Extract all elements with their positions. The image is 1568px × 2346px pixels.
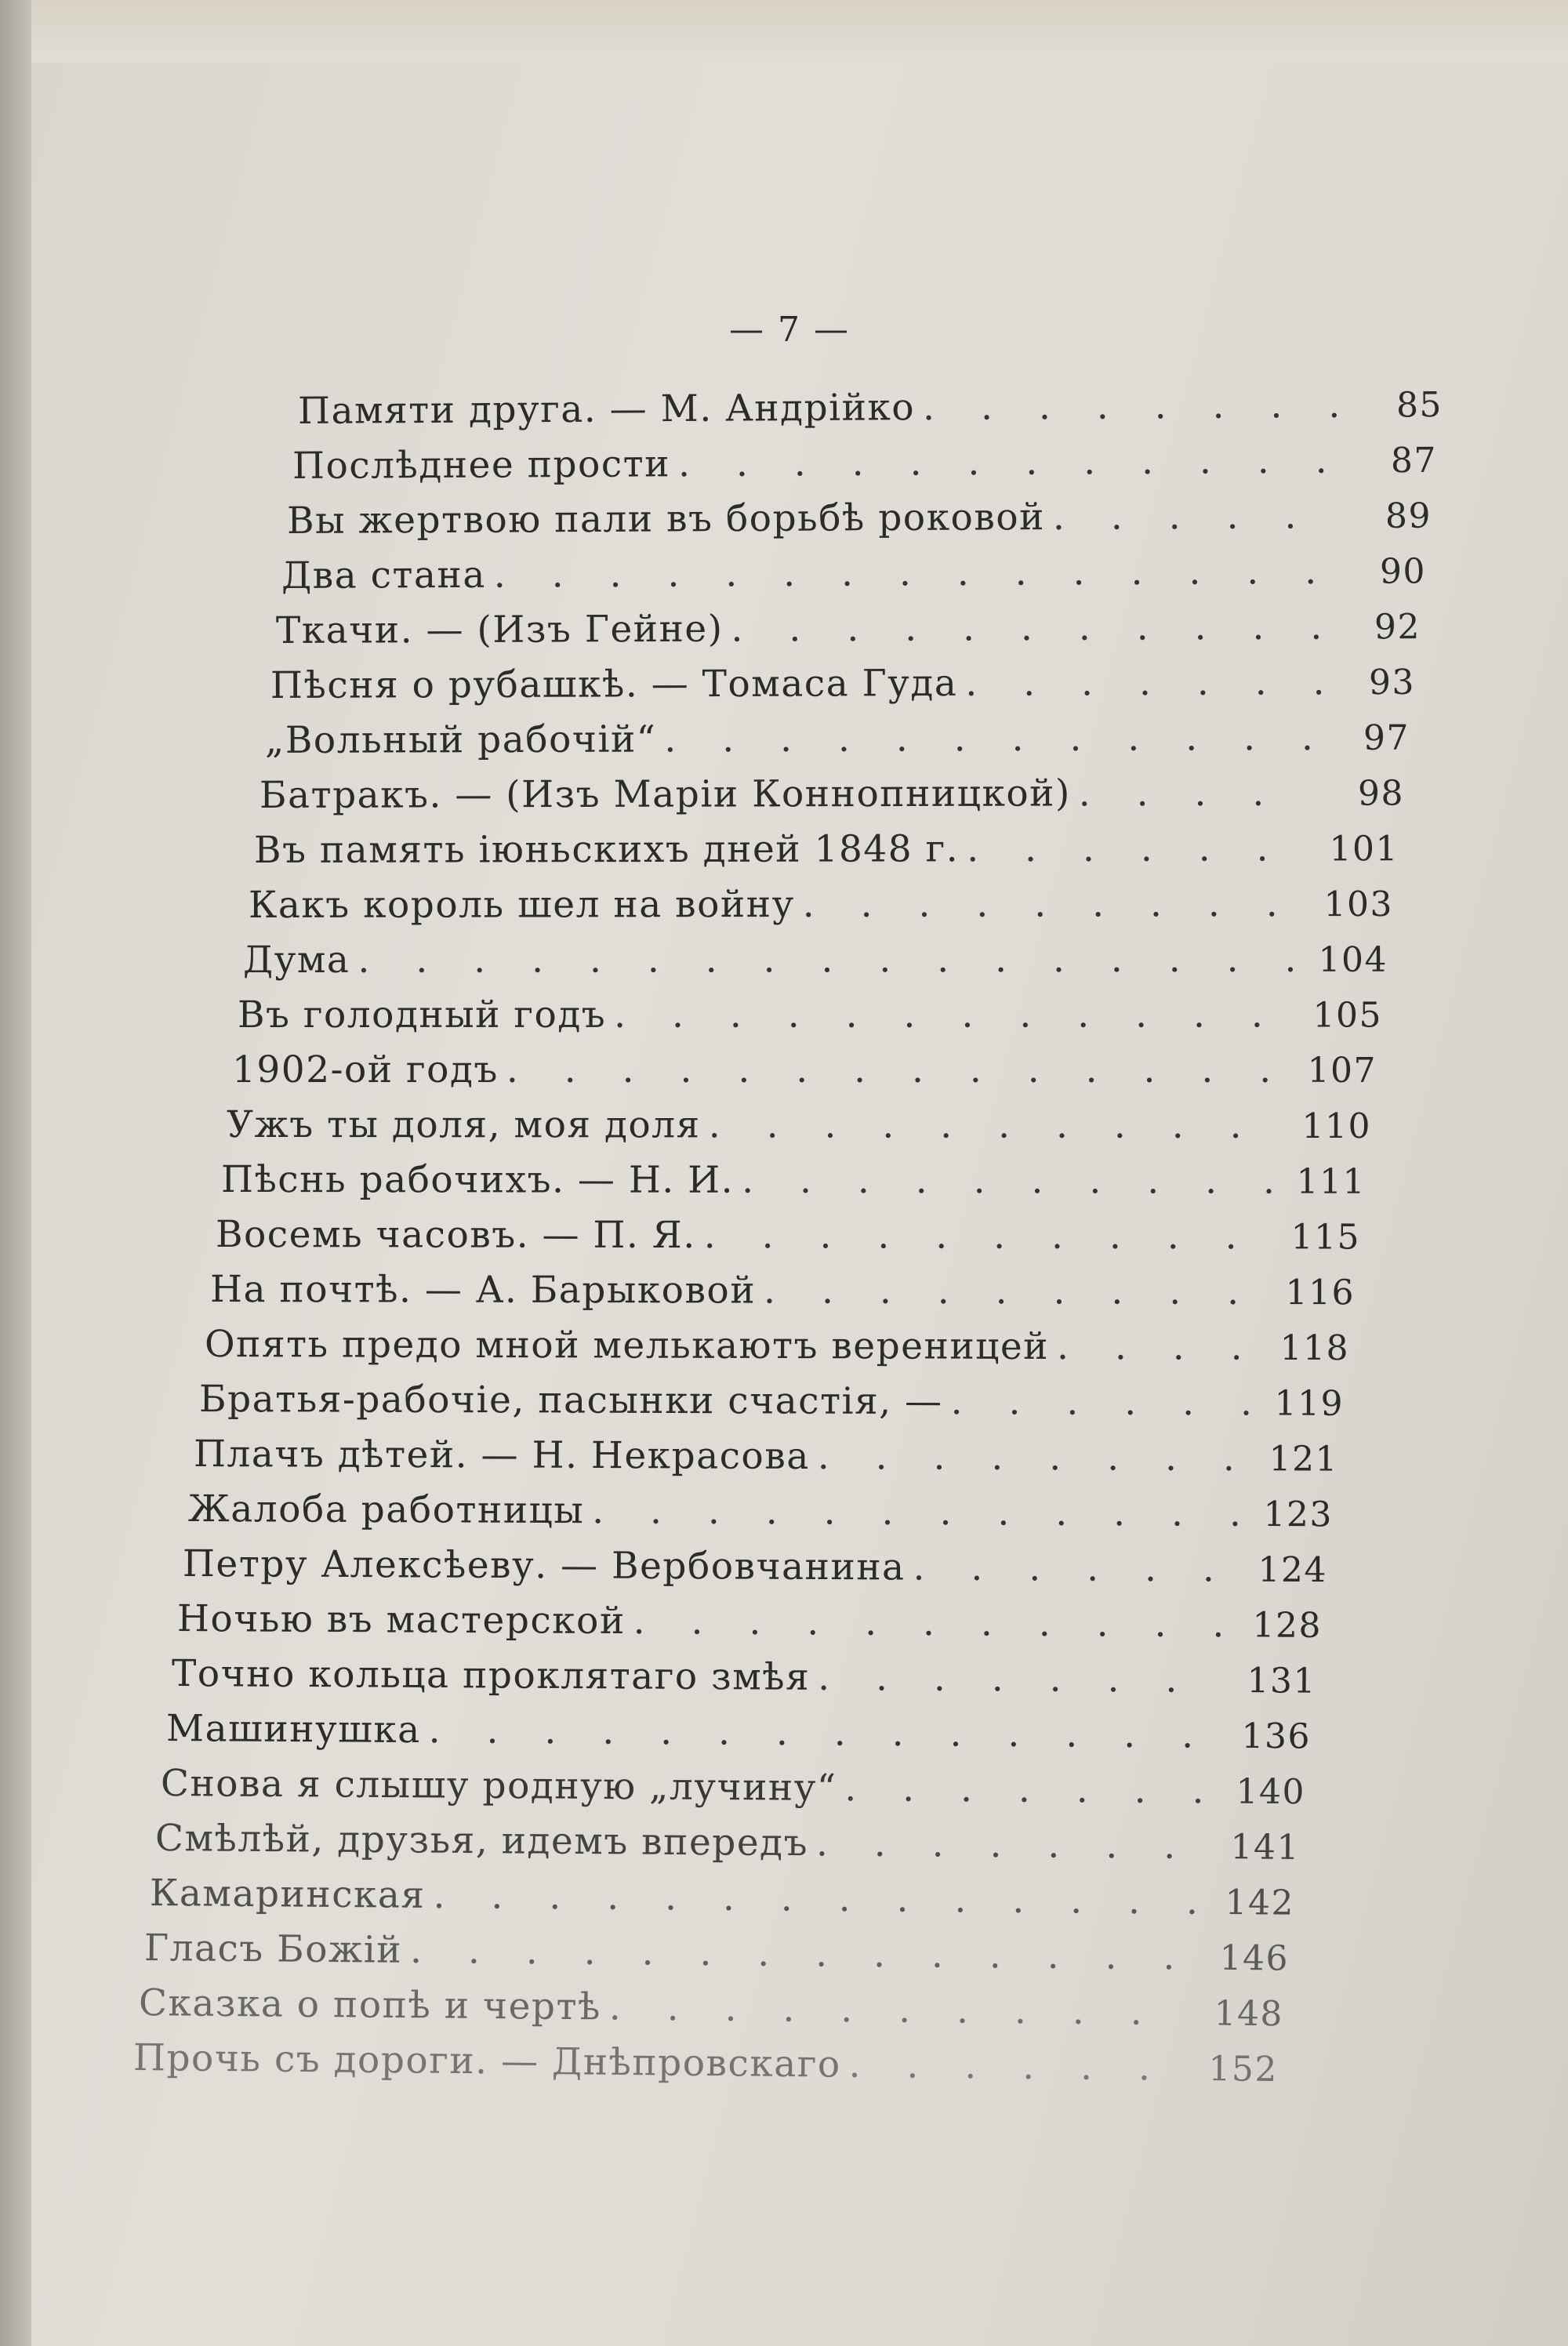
dot-leader [951, 1375, 1250, 1430]
toc-entry [265, 710, 1410, 768]
toc-entry-title: Точно кольца проклятаго змѣя [171, 1652, 811, 1699]
toc-entry [210, 1262, 1355, 1320]
dot-leader [633, 1594, 1229, 1652]
dot-leader [967, 821, 1305, 877]
toc-entry-title: Ночью въ мастерской [176, 1597, 626, 1643]
dot-leader [848, 2038, 1184, 2096]
toc-entry-title: Дума [242, 938, 350, 982]
table-of-contents [132, 384, 1443, 2090]
toc-entry-title: Вы жертвою пали въ борьбѣ роковой [286, 496, 1046, 543]
dot-leader [1057, 1320, 1255, 1375]
toc-entry [276, 599, 1421, 659]
toc-entry-title: Пѣснь рабочихъ. — Н. И. [220, 1158, 735, 1202]
toc-entry [155, 1811, 1300, 1875]
toc-entry-page: 142 [1225, 1883, 1295, 1923]
toc-entry [249, 877, 1393, 933]
toc-entry-title: „Вольный рабочій“ [264, 717, 657, 762]
toc-entry-page: 93 [1368, 662, 1416, 703]
toc-entry-page: 131 [1247, 1661, 1317, 1701]
toc-entry-page: 98 [1357, 773, 1405, 814]
toc-entry [205, 1317, 1349, 1375]
toc-entry-title: Восемь часовъ. — П. Я. [215, 1213, 696, 1258]
toc-entry-title: Два стана [281, 553, 486, 597]
toc-entry-page: 124 [1258, 1549, 1328, 1591]
dot-leader [494, 544, 1332, 603]
toc-entry-title: Пѣсня о рубашкѣ. — Томаса Гуда [270, 661, 958, 707]
toc-entry [260, 765, 1404, 823]
dot-leader [965, 655, 1321, 711]
toc-entry [199, 1372, 1344, 1431]
toc-entry-page: 105 [1312, 995, 1383, 1036]
dot-leader [709, 1098, 1277, 1153]
toc-entry [188, 1482, 1333, 1542]
toc-entry-page: 101 [1329, 829, 1399, 870]
toc-entry [292, 433, 1437, 494]
toc-entry [298, 377, 1443, 439]
toc-entry-page: 107 [1307, 1051, 1377, 1091]
toc-entry-title: Петру Алексѣеву. — Вербовчанина [182, 1542, 906, 1589]
toc-entry [161, 1756, 1305, 1819]
page-number: — 7 — [729, 310, 850, 350]
toc-entry-page: 116 [1285, 1273, 1356, 1313]
toc-entry-page: 152 [1208, 2049, 1279, 2090]
toc-entry-title: Въ память іюньскихъ дней 1848 г. [253, 827, 960, 872]
dot-leader [429, 1703, 1218, 1763]
dot-leader [742, 1153, 1272, 1209]
toc-entry-title: 1902-ой годъ [231, 1048, 499, 1092]
toc-entry-title: Памяти друга. — М. Андрійко [297, 386, 916, 433]
toc-entry [232, 1043, 1377, 1098]
toc-entry-page: 85 [1396, 385, 1443, 426]
dot-leader [614, 988, 1288, 1043]
dot-leader [803, 877, 1299, 932]
toc-entry [150, 1866, 1295, 1930]
dot-leader [731, 600, 1327, 657]
toc-entry-title: Послѣднее прости [292, 442, 671, 488]
dot-leader [506, 1043, 1283, 1098]
toc-entry [139, 1976, 1284, 2041]
toc-entry-page: 146 [1219, 1937, 1290, 1979]
toc-entry [227, 1098, 1371, 1153]
toc-entry-title: Въ голодный годъ [237, 993, 607, 1037]
toc-entry-title: Какъ король шел на войну [248, 883, 795, 927]
toc-entry [287, 488, 1432, 549]
toc-entry-title: Жалоба работницы [187, 1487, 585, 1533]
toc-entry-title: Камаринская [149, 1872, 426, 1917]
toc-entry [194, 1427, 1338, 1487]
toc-entry-title: Снова я слышу родную „лучину“ [160, 1762, 837, 1810]
toc-entry-title: Ужъ ты доля, моя доля [226, 1103, 701, 1147]
toc-entry-page: 89 [1385, 496, 1432, 536]
toc-entry-page: 121 [1269, 1439, 1339, 1480]
toc-entry [238, 987, 1382, 1043]
dot-leader [433, 1868, 1200, 1930]
toc-entry-page: 140 [1236, 1771, 1306, 1813]
toc-entry [254, 821, 1399, 878]
dot-leader [358, 932, 1294, 988]
toc-entry-page: 90 [1379, 551, 1427, 592]
toc-entry-page: 119 [1274, 1383, 1345, 1424]
toc-entry-page: 87 [1390, 440, 1438, 481]
dot-leader [1053, 488, 1338, 545]
toc-entry-page: 141 [1230, 1827, 1301, 1868]
toc-entry-page: 115 [1290, 1217, 1361, 1258]
toc-entry-title: Плачъ дѣтей. — Н. Некрасова [193, 1433, 810, 1479]
toc-entry-page: 103 [1323, 884, 1394, 925]
toc-entry-title: Ткачи. — (Изъ Гейне) [275, 607, 724, 652]
toc-entry-page: 136 [1241, 1716, 1312, 1757]
toc-entry [216, 1208, 1360, 1265]
toc-entry [243, 932, 1388, 988]
toc-entry [144, 1921, 1290, 1985]
toc-entry-title: Машинушка [165, 1707, 421, 1752]
dot-leader [816, 1816, 1206, 1874]
toc-entry-page: 148 [1214, 1993, 1284, 2035]
toc-entry-title: Прочь съ дороги. — Днѣпровскаго [132, 2036, 841, 2086]
dot-leader [818, 1429, 1244, 1486]
toc-entry-title: Сказка о попѣ и чертѣ [138, 1981, 602, 2029]
toc-entry [177, 1592, 1322, 1653]
toc-entry-title: На почтѣ. — А. Барыковой [209, 1268, 757, 1313]
toc-entry-title: Братья-рабочіе, пасынки счастія, — [198, 1378, 943, 1424]
toc-entry-page: 104 [1318, 939, 1388, 980]
toc-entry-page: 97 [1363, 717, 1410, 758]
book-spine-shadow [0, 0, 31, 2346]
toc-entry [133, 2031, 1279, 2097]
dot-leader [764, 1264, 1261, 1320]
toc-entry [183, 1537, 1327, 1597]
dot-leader [923, 378, 1348, 435]
toc-entry-page: 123 [1263, 1494, 1334, 1535]
dot-leader [844, 1761, 1211, 1818]
dot-leader [818, 1651, 1222, 1708]
toc-entry [270, 655, 1415, 714]
toc-entry-title: Опять предо мной мелькаютъ вереницей [204, 1323, 1050, 1369]
dot-leader [664, 710, 1316, 767]
toc-entry [281, 543, 1426, 604]
page-top-edge [31, 0, 1568, 63]
toc-entry [221, 1153, 1366, 1209]
dot-leader [678, 434, 1343, 492]
dot-leader [1079, 766, 1310, 822]
dot-leader [913, 1541, 1233, 1597]
toc-entry-page: 110 [1301, 1106, 1372, 1147]
dot-leader [410, 1923, 1195, 1985]
toc-entry-page: 111 [1296, 1161, 1367, 1202]
toc-entry-page: 128 [1252, 1605, 1323, 1646]
toc-entry-page: 118 [1279, 1327, 1350, 1369]
dot-leader [592, 1484, 1239, 1542]
toc-entry-title: Батракъ. — (Изъ Маріи Коннопницкой) [259, 772, 1071, 817]
toc-entry-title: Смѣлѣй, друзья, идемъ впередъ [154, 1817, 809, 1865]
toc-entry-title: Гласъ Божій [143, 1927, 403, 1972]
toc-entry-page: 92 [1374, 607, 1421, 648]
dot-leader [704, 1208, 1266, 1264]
toc-entry [172, 1647, 1316, 1709]
toc-entry [166, 1701, 1311, 1763]
dot-leader [609, 1980, 1190, 2040]
